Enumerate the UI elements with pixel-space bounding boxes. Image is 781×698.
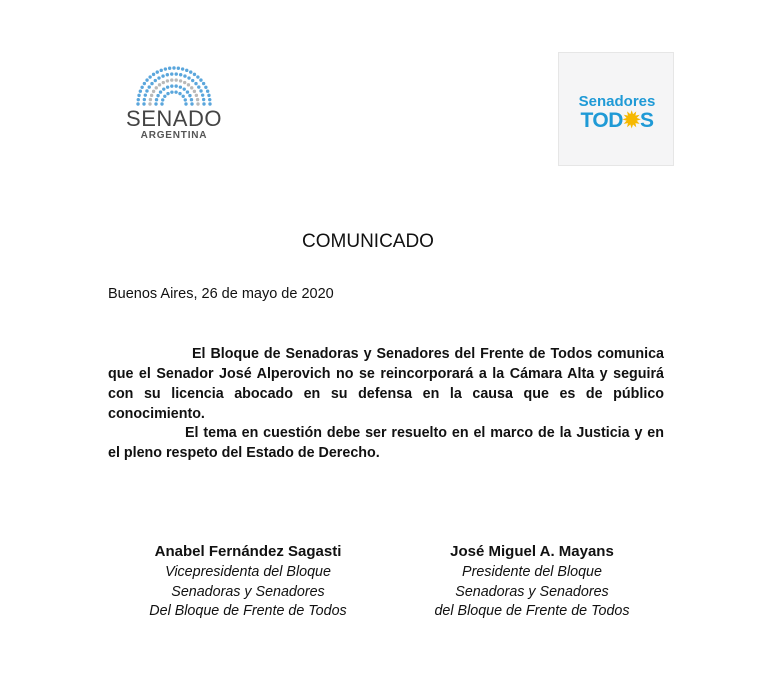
senado-logo-word: SENADO: [126, 106, 222, 131]
hemicycle-dot: [196, 75, 199, 78]
hemicycle-dot: [183, 87, 186, 90]
signatory-role: del Bloque de Frente de Todos: [434, 603, 630, 619]
hemicycle-dot: [193, 90, 196, 93]
hemicycle-dot: [150, 94, 153, 97]
hemicycle-dot: [179, 85, 182, 88]
hemicycle-dot: [206, 90, 209, 93]
todos-logo-s: S: [640, 109, 654, 132]
hemicycle-dot: [183, 74, 186, 77]
senado-argentina-logo: [124, 66, 224, 146]
hemicycle-dot: [170, 78, 173, 81]
hemicycle-dot: [148, 85, 151, 88]
hemicycle-dot: [187, 76, 190, 79]
hemicycle-dot: [159, 90, 162, 93]
signature-block: [402, 541, 662, 622]
hemicycle-dot: [199, 89, 202, 92]
hemicycle-dot: [207, 94, 210, 97]
signatory-role: Senadoras y Senadores: [171, 583, 325, 600]
hemicycle-dot: [162, 87, 165, 90]
hemicycle-dot: [174, 84, 177, 87]
signatory-name: José Miguel A. Mayans: [450, 543, 614, 560]
hemicycle-dot: [187, 83, 190, 86]
hemicycle-dot: [143, 98, 146, 101]
hemicycle-dot: [201, 93, 204, 96]
hemicycle-dot: [174, 90, 177, 93]
signatory-role: Senadoras y Senadores: [455, 583, 609, 600]
hemicycle-dot: [179, 73, 182, 76]
hemicycle-dot: [175, 72, 178, 75]
hemicycle-dot: [150, 82, 153, 85]
hemicycle-dot: [202, 82, 205, 85]
hemicycle-dot: [166, 79, 169, 82]
hemicycle-dot: [194, 82, 197, 85]
hemicycle-dot: [144, 93, 147, 96]
hemicycle-dot: [164, 67, 167, 70]
hemicycle-dot: [188, 94, 191, 97]
hemicycle-dot: [137, 98, 140, 101]
hemicycle-dot: [161, 98, 164, 101]
hemicycle-dot: [158, 83, 161, 86]
hemicycle-dot: [166, 85, 169, 88]
hemicycle-dot: [145, 89, 148, 92]
hemicycle-dot: [186, 90, 189, 93]
hemicycle-dot: [199, 78, 202, 81]
hemicycle-dot: [156, 70, 159, 73]
hemicycle-dot: [183, 81, 186, 84]
document-title: COMUNICADO: [302, 231, 434, 252]
hemicycle-dot: [140, 86, 143, 89]
hemicycle-dot: [154, 79, 157, 82]
hemicycle-dot: [155, 86, 158, 89]
hemicycle-dot: [178, 92, 181, 95]
hemicycle-dot: [197, 85, 200, 88]
hemicycle-dot: [189, 70, 192, 73]
hemicycle-dot: [196, 98, 199, 101]
hemicycle-dot: [161, 74, 164, 77]
hemicycle-dot: [177, 67, 180, 70]
hemicycle-dot: [157, 76, 160, 79]
hemicycle-dot: [160, 69, 163, 72]
hemicycle-dot: [166, 73, 169, 76]
todos-logo-line1: Senadores: [578, 93, 656, 110]
hemicycle-dot: [168, 67, 171, 70]
hemicycle-dot: [179, 79, 182, 82]
hemicycle-dot: [166, 92, 169, 95]
hemicycle-dot: [184, 98, 187, 101]
hemicycle-dot: [170, 90, 173, 93]
senadores-todos-logo: [558, 52, 674, 166]
hemicycle-dot: [208, 98, 211, 101]
hemicycle-dot: [202, 98, 205, 101]
hemicycle-dot: [170, 72, 173, 75]
hemicycle-dot: [143, 82, 146, 85]
hemicycle-dot: [193, 73, 196, 76]
hemicycle-dot: [190, 86, 193, 89]
signatory-role: Vicepresidenta del Bloque: [165, 564, 331, 580]
signatory-role: Del Bloque de Frente de Todos: [149, 603, 347, 619]
hemicycle-dot: [181, 67, 184, 70]
hemicycle-dot: [195, 94, 198, 97]
hemicycle-dot: [185, 69, 188, 72]
todos-logo-tod: TOD: [580, 109, 623, 132]
hemicycle-dot: [148, 75, 151, 78]
hemicycle-dot: [156, 94, 159, 97]
hemicycle-dot: [149, 98, 152, 101]
signature-block: [118, 541, 378, 622]
hemicycle-dot: [155, 98, 158, 101]
hemicycle-dot: [190, 98, 193, 101]
hemicycle-dot: [152, 90, 155, 93]
hemicycle-dot: [172, 66, 175, 69]
hemicycle-dot: [139, 90, 142, 93]
body-paragraph: El Bloque de Senadoras y Senadores del Frente de Todos comunica que el Senador José Alperovich no se reincorporará a la Cámara Alta y seguirá con su licencia abocado en su defensa en la causa que es de público conocimiento.: [108, 346, 664, 422]
senado-logo-sub: ARGENTINA: [140, 130, 208, 141]
hemicycle-dot: [191, 79, 194, 82]
hemicycle-dot: [170, 84, 173, 87]
date-line: Buenos Aires, 26 de mayo de 2020: [108, 286, 334, 302]
hemicycle-dot: [137, 94, 140, 97]
signatory-name: Anabel Fernández Sagasti: [154, 543, 342, 560]
hemicycle-dot: [181, 95, 184, 98]
hemicycle-dot: [145, 78, 148, 81]
signatory-role: Presidente del Bloque: [462, 564, 602, 580]
body-paragraph: El tema en cuestión debe ser resuelto en el marco de la Justicia y en el pleno respeto del Estado de Derecho.: [108, 425, 664, 461]
hemicycle-dot: [152, 73, 155, 76]
hemicycle-dot: [163, 95, 166, 98]
hemicycle-dot: [204, 86, 207, 89]
hemicycle-dot: [162, 81, 165, 84]
todos-logo-line2: [559, 108, 675, 133]
hemicycle-dot: [175, 78, 178, 81]
senado-arc-icon: [132, 66, 216, 106]
sun-icon: ✹: [622, 109, 641, 132]
